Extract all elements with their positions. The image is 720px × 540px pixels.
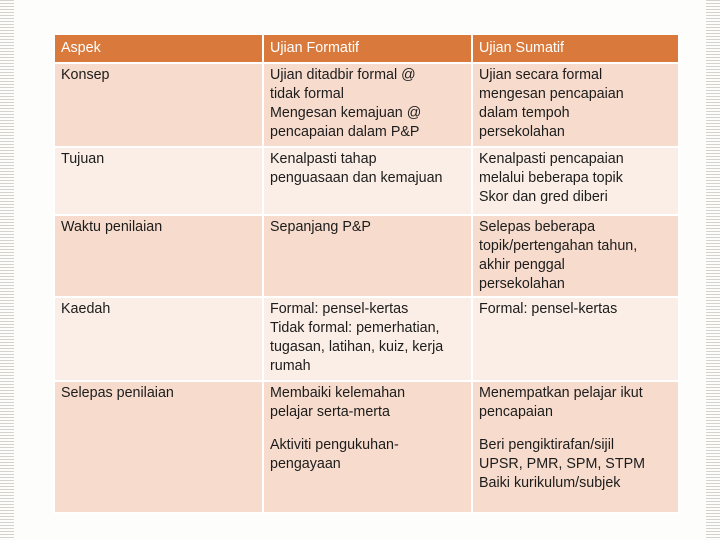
item-gap xyxy=(479,422,671,436)
cell-aspek: Selepas penilaian xyxy=(55,382,262,512)
formatif-item-1: Membaiki kelemahan pelajar serta-merta xyxy=(270,385,406,420)
table-row-tujuan xyxy=(55,148,678,214)
sumatif-item-2: Beri pengiktirafan/sijil UPSR, PMR, SPM, STPM Baiki kurikulum/subjek xyxy=(479,437,646,491)
cell-formatif: Formal: pensel-kertas Tidak formal: pemerhatian, tugasan, latihan, kuiz, kerja rumah xyxy=(264,298,471,380)
cell-sumatif: Ujian secara formal mengesan pencapaian dalam tempoh persekolahan xyxy=(473,64,678,146)
cell-sumatif: Selepas beberapa topik/pertengahan tahun, akhir penggal persekolahan xyxy=(473,216,678,296)
cell-formatif: Kenalpasti tahap penguasaan dan kemajuan xyxy=(264,148,471,214)
right-decorative-border xyxy=(706,0,720,540)
header-ujian-formatif: Ujian Formatif xyxy=(264,35,471,62)
item-gap xyxy=(270,422,464,436)
left-decorative-border xyxy=(0,0,14,540)
cell-sumatif: Formal: pensel-kertas xyxy=(473,298,678,380)
formatif-item-2: Aktiviti pengukuhan- pengayaan xyxy=(270,437,399,472)
header-row xyxy=(55,35,678,62)
table-row-selepas-penilaian xyxy=(55,382,678,512)
header-ujian-sumatif: Ujian Sumatif xyxy=(473,35,678,62)
cell-formatif: Sepanjang P&P xyxy=(264,216,471,296)
table-row-konsep xyxy=(55,64,678,146)
cell-aspek: Tujuan xyxy=(55,148,262,214)
cell-formatif xyxy=(264,382,471,512)
header-aspek: Aspek xyxy=(55,35,262,62)
sumatif-item-1: Menempatkan pelajar ikut pencapaian xyxy=(479,385,643,420)
cell-aspek: Konsep xyxy=(55,64,262,146)
cell-formatif: Ujian ditadbir formal @ tidak formal Mengesan kemajuan @ pencapaian dalam P&P xyxy=(264,64,471,146)
cell-aspek: Kaedah xyxy=(55,298,262,380)
cell-aspek: Waktu penilaian xyxy=(55,216,262,296)
table-row-waktu-penilaian xyxy=(55,216,678,296)
cell-sumatif xyxy=(473,382,678,512)
table-row-kaedah xyxy=(55,298,678,380)
comparison-table xyxy=(53,33,680,514)
cell-sumatif: Kenalpasti pencapaian melalui beberapa topik Skor dan gred diberi xyxy=(473,148,678,214)
